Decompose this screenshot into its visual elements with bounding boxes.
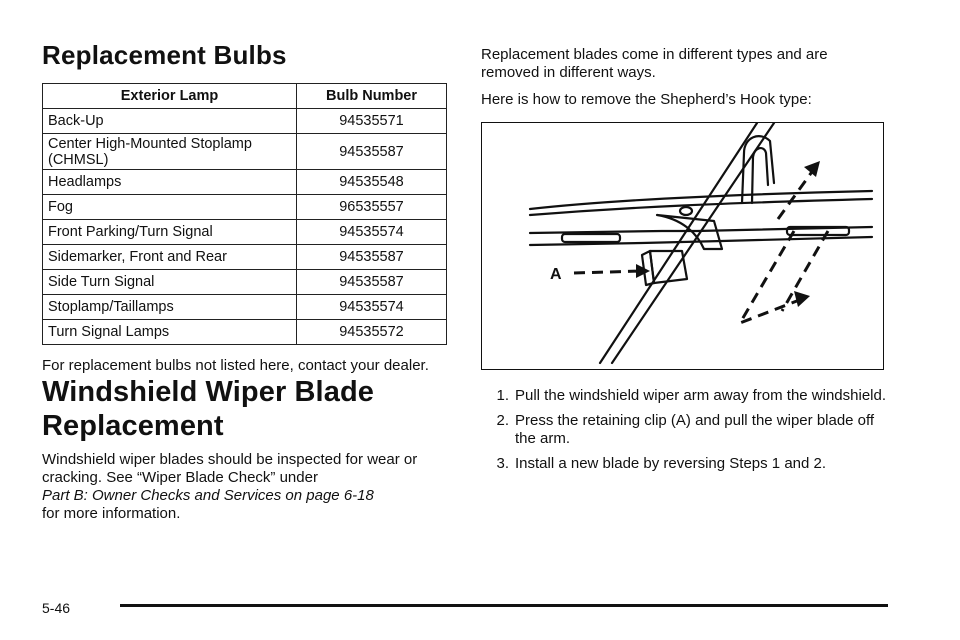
column-header-number: Bulb Number — [297, 84, 447, 109]
table-row — [43, 245, 447, 270]
wiper-paragraph — [42, 451, 447, 523]
removal-arrow-head — [794, 291, 810, 307]
bulb-number-cell: 94535587 — [297, 245, 447, 270]
lamp-cell: Center High-Mounted Stoplamp (CHMSL) — [43, 134, 297, 170]
step-number: 1. — [496, 387, 509, 404]
bulb-number-cell: 94535571 — [297, 109, 447, 134]
wiper-heading-line2: Replacement — [42, 410, 224, 442]
wiper-blade-heading — [42, 375, 447, 443]
wiper-body-text: Windshield wiper blades should be inspected for wear or cracking. See “Wiper Blade Check” under — [42, 451, 418, 486]
list-item — [481, 387, 886, 405]
replacement-bulbs-heading: Replacement Bulbs — [42, 40, 287, 70]
table-row — [43, 220, 447, 245]
table-row — [43, 109, 447, 134]
wiper-illustration — [481, 122, 884, 370]
table-row — [43, 195, 447, 220]
step-text: Install a new blade by reversing Steps 1 and 2. — [515, 455, 827, 472]
lamp-cell: Side Turn Signal — [43, 270, 297, 295]
bulb-number-cell: 94535548 — [297, 170, 447, 195]
pointer-line-a — [574, 271, 642, 273]
bulb-number-cell: 94535572 — [297, 320, 447, 345]
blade-slot — [562, 234, 620, 242]
lamp-cell: Sidemarker, Front and Rear — [43, 245, 297, 270]
clip-label-a: A — [550, 266, 562, 283]
wiper-body-after: for more information. — [42, 505, 181, 522]
bulb-number-cell: 94535587 — [297, 134, 447, 170]
step-text: Press the retaining clip (A) and pull the wiper blade off the arm. — [515, 412, 875, 447]
table-row — [43, 270, 447, 295]
bulb-note: For replacement bulbs not listed here, contact your dealer. — [42, 357, 429, 374]
step-text: Pull the windshield wiper arm away from the windshield. — [515, 387, 887, 404]
table-row — [43, 170, 447, 195]
lamp-cell: Stoplamp/Taillamps — [43, 295, 297, 320]
bulb-number-cell: 96535557 — [297, 195, 447, 220]
table-row — [43, 295, 447, 320]
removal-path — [740, 231, 802, 323]
bulb-number-cell: 94535587 — [297, 270, 447, 295]
lamp-cell: Turn Signal Lamps — [43, 320, 297, 345]
left-column — [42, 40, 447, 523]
howto-paragraph: Here is how to remove the Shepherd’s Hook type: — [481, 91, 812, 108]
wiper-diagram-svg — [482, 123, 882, 368]
page-number: 5-46 — [42, 600, 71, 616]
blade-rivet — [680, 207, 692, 215]
list-item — [481, 455, 886, 473]
pull-arrow-head — [804, 161, 820, 177]
step-number: 3. — [496, 455, 509, 472]
bulb-number-cell: 94535574 — [297, 220, 447, 245]
lamp-cell: Fog — [43, 195, 297, 220]
owner-checks-link[interactable]: Part B: Owner Checks and Services on page 6-18 — [42, 487, 374, 504]
intro-paragraph: Replacement blades come in different types and are removed in different ways. — [481, 46, 828, 81]
right-column — [481, 46, 886, 480]
lamp-cell: Back-Up — [43, 109, 297, 134]
table-row — [43, 320, 447, 345]
list-item — [481, 412, 886, 448]
footer-rule — [120, 604, 888, 607]
bulb-number-cell: 94535574 — [297, 295, 447, 320]
removal-steps — [481, 387, 886, 473]
table-header-row — [43, 84, 447, 109]
column-header-lamp: Exterior Lamp — [43, 84, 297, 109]
lamp-cell: Front Parking/Turn Signal — [43, 220, 297, 245]
wiper-heading-line1: Windshield Wiper Blade — [42, 376, 374, 408]
lamp-cell: Headlamps — [43, 170, 297, 195]
table-row — [43, 134, 447, 170]
bulb-table — [42, 83, 447, 345]
step-number: 2. — [496, 412, 509, 429]
